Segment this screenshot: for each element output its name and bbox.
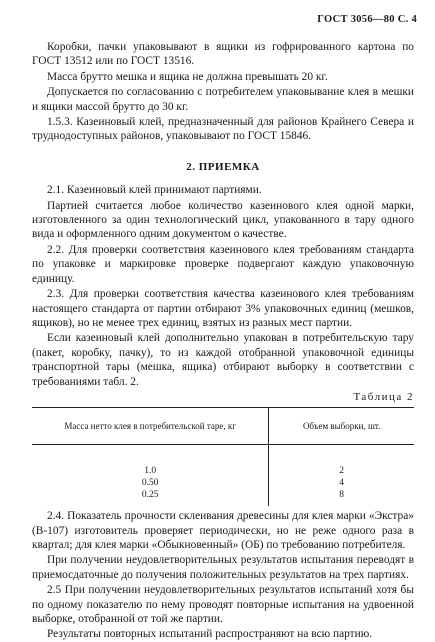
table-cell: 4 bbox=[339, 477, 345, 488]
table-header-cell: Масса нетто клея в потребительской таре, кг bbox=[32, 408, 269, 445]
paragraph: 1.5.3. Казеиновый клей, предназначенный для районов Крайнего Севера и труднодоступных районов, упаковывают по ГОСТ 15846. bbox=[32, 116, 414, 143]
table-header-row bbox=[32, 408, 414, 445]
section-title: 2. ПРИЕМКА bbox=[186, 160, 260, 173]
table-caption: Таблица 2 bbox=[353, 390, 414, 403]
table-cell: 1.0 bbox=[32, 445, 269, 478]
paragraph: 2.3. Для проверки соответствия качества казеинового клея требованиям настоящего стандарта от партии отбирают 3% упаковочных единиц (мешков, ящиков), но не менее трех единиц, взятых из разных мест партии. bbox=[32, 288, 414, 329]
paragraph: 2.4. Показатель прочности склеивания древесины для клея марки «Экстра» (В-107) изготовитель проверяет периодически, но не реже одного раза в квартал; для клея марки «Обыкновенный» (ОБ) по требованию потребителя. bbox=[32, 510, 414, 551]
table-row bbox=[32, 490, 414, 507]
sample-size-table bbox=[32, 407, 414, 506]
paragraph: Если казеиновый клей дополнительно упакован в потребительскую тару (пакет, коробку, пачку), то из каждой отобранной упаковочной единицы транспортной тары (мешка, ящика) отбирают выборку в соответствии с требованиями табл. 2. bbox=[32, 332, 414, 388]
paragraph: 2.2. Для проверки соответствия казеинового клея требованиям стандарта по упаковке и маркировке проверке подвергают каждую упаковочную единицу. bbox=[32, 243, 414, 285]
table-header-cell: Объем выборки, шт. bbox=[269, 408, 414, 445]
table-row bbox=[32, 478, 414, 490]
document-body bbox=[32, 40, 414, 642]
paragraph: Масса брутто мешка и ящика не должна превышать 20 кг. bbox=[47, 70, 328, 83]
table-row bbox=[32, 445, 414, 478]
table-cell: 0.50 bbox=[32, 478, 269, 490]
paragraph: Результаты повторных испытаний распространяют на всю партию. bbox=[47, 628, 373, 641]
table-cell: 8 bbox=[339, 489, 345, 500]
page-header: ГОСТ 3056—80 С. 4 bbox=[317, 14, 417, 25]
paragraph: Коробки, пачки упаковывают в ящики из гофрированного картона по ГОСТ 13512 или по ГОСТ 13516. bbox=[32, 41, 414, 68]
table-cell: 2 bbox=[339, 466, 345, 477]
paragraph: Партией считается любое количество казеинового клея одной марки, изготовленного за один технологический цикл, упакованного в тару одного вида и оформленного одним документом о качестве. bbox=[32, 199, 414, 241]
table-cell: 0.25 bbox=[32, 490, 269, 507]
paragraph: Допускается по согласованию с потребителем упаковывание клея в мешки и ящики массой брутто до 30 кг. bbox=[32, 86, 414, 113]
paragraph: 2.5 При получении неудовлетворительных результатов испытаний хотя бы по одному показателю по нему проводят повторные испытания на удвоенной выборке, отобранной от той же партии. bbox=[32, 584, 414, 625]
paragraph: 2.1. Казеиновый клей принимают партиями. bbox=[47, 184, 262, 197]
paragraph: При получении неудовлетворительных результатов испытания переводят в приемосдаточные до получения положительных результатов на трех партиях. bbox=[32, 554, 414, 581]
